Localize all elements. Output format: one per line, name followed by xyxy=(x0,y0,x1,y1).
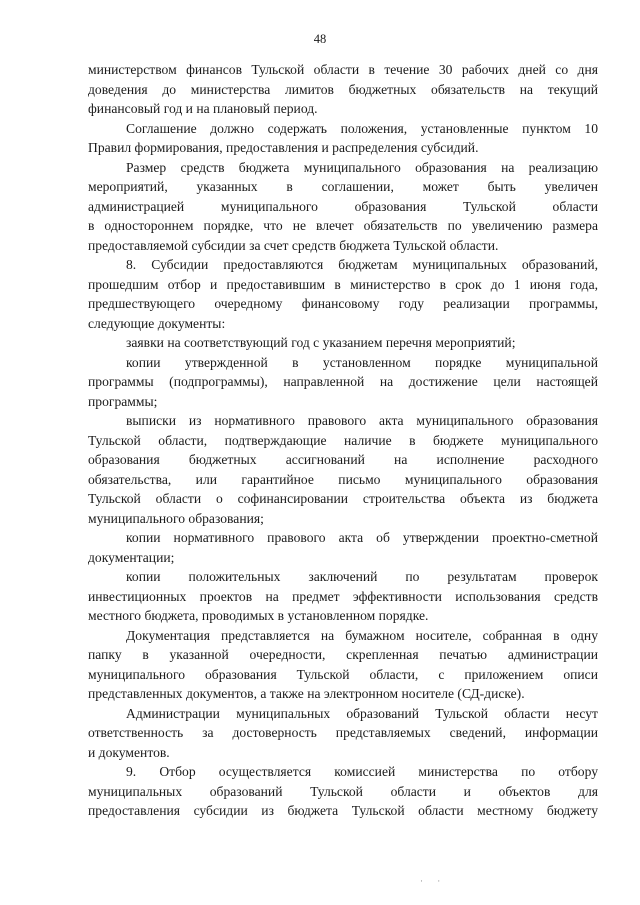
text-line: обязательства, или гарантийное письмо муниципального образования xyxy=(88,471,598,487)
text-line: мероприятий, указанных в соглашении, может быть увеличен xyxy=(88,179,598,194)
text-line: Тульской области, подтверждающие наличие в бюджете муниципального xyxy=(88,432,598,448)
text-line: 9. Отбор осуществляется комиссией министерства по отбору xyxy=(126,764,598,779)
text-line: заявки на соответствующий год с указанием перечня мероприятий; xyxy=(126,335,516,350)
text-line: образования бюджетных ассигнований на исполнение расходного xyxy=(88,452,598,467)
text-line: папку в указанной очередности, скрепленная печатью администрации xyxy=(88,647,598,662)
text-line: копии утвержденной в установленном порядке муниципальной xyxy=(126,354,598,370)
text-line: документации; xyxy=(88,549,175,565)
text-line: программы; xyxy=(88,393,158,409)
text-line: министерством финансов Тульской области в течение 30 рабочих дней со дня xyxy=(88,62,598,77)
text-line: муниципального образования Тульской области, с приложением описи xyxy=(88,666,598,682)
text-line: Правил формирования, предоставления и распределения субсидий. xyxy=(88,140,479,155)
text-line: предоставляемой субсидии за счет средств бюджета Тульской области. xyxy=(88,237,499,253)
text-line: муниципальных образований Тульской области и объектов для xyxy=(88,783,598,799)
text-line: ответственность за достоверность представляемых сведений, информации xyxy=(88,725,598,740)
text-line: местного бюджета, проводимых в установленном порядке. xyxy=(88,608,429,623)
document-body xyxy=(88,60,598,821)
text-line: выписки из нормативного правового акта муниципального образования xyxy=(126,413,598,428)
text-line: предоставления субсидии из бюджета Тульской области местному бюджету xyxy=(88,803,598,818)
text-line: 8. Субсидии предоставляются бюджетам муниципальных образований, xyxy=(126,257,598,272)
text-line: предшествующего очередному финансовому году реализации программы, xyxy=(88,296,598,311)
text-line: представленных документов, а также на электронном носителе (СД-диске). xyxy=(88,686,525,701)
text-line: Тульской области о софинансировании строительства объекта из бюджета xyxy=(88,491,598,506)
text-line: программы (подпрограммы), направленной на достижение цели настоящей xyxy=(88,374,598,389)
page-number: 48 xyxy=(313,32,327,46)
text-line: и документов. xyxy=(88,744,170,760)
text-line: Администрации муниципальных образований Тульской области несут xyxy=(126,705,598,721)
text-line: в одностороннем порядке, что не влечет обязательств по увеличению размера xyxy=(88,218,598,233)
scan-specks: · · xyxy=(420,876,447,886)
text-line: следующие документы: xyxy=(88,315,226,331)
text-line: инвестиционных проектов на предмет эффективности использования средств xyxy=(88,588,598,604)
text-line: Размер средств бюджета муниципального образования на реализацию xyxy=(126,159,598,175)
text-line: Документация представляется на бумажном носителе, собранная в одну xyxy=(126,627,598,643)
text-line: финансовый год и на плановый период. xyxy=(88,101,318,116)
text-line: муниципального образования; xyxy=(88,510,264,526)
text-line: копии положительных заключений по результатам проверок xyxy=(126,569,598,584)
text-line: прошедшим отбор и предоставившим в министерство в срок до 1 июня года, xyxy=(88,276,598,292)
text-line: Соглашение должно содержать положения, установленные пунктом 10 xyxy=(126,120,598,136)
text-line: доведения до министерства лимитов бюджетных обязательств на текущий xyxy=(88,81,598,97)
text-line: копии нормативного правового акта об утверждении проектно-сметной xyxy=(126,530,598,545)
text-line: администрацией муниципального образования Тульской области xyxy=(88,198,598,214)
